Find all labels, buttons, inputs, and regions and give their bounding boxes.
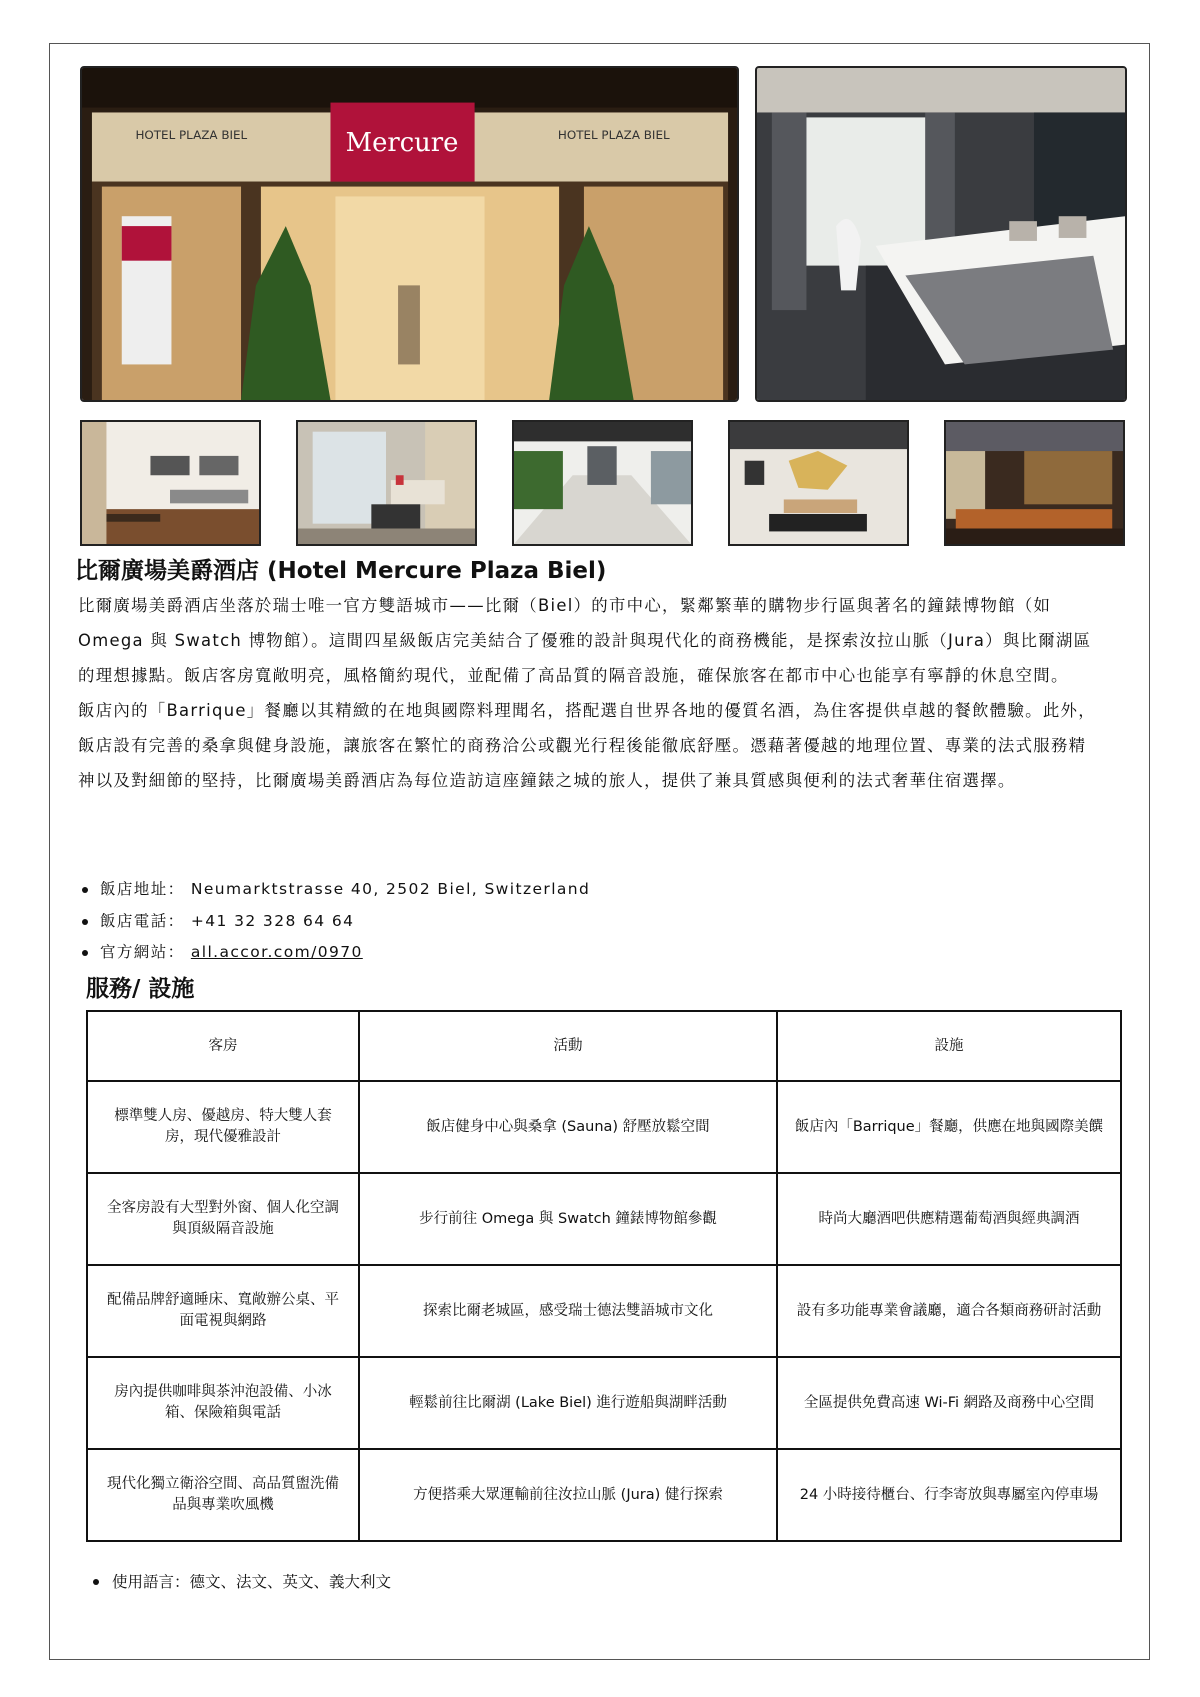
table-cell: 房內提供咖啡與茶沖泡設備、小冰箱、保險箱與電話 xyxy=(87,1357,359,1449)
thumb-meeting-room xyxy=(728,420,909,546)
address-label: 飯店地址： xyxy=(100,880,185,898)
table-cell: 標準雙人房、優越房、特大雙人套房，現代優雅設計 xyxy=(87,1081,359,1173)
facilities-table xyxy=(86,1010,1122,1542)
table-row xyxy=(87,1265,1121,1357)
website-label: 官方網站： xyxy=(100,943,185,961)
table-cell: 探索比爾老城區，感受瑞士德法雙語城市文化 xyxy=(359,1265,777,1357)
header-facilities: 設施 xyxy=(777,1011,1121,1081)
description-paragraph: 飯店內的「Barrique」餐廳以其精緻的在地與國際料理聞名，搭配選自世界各地的優質名酒，為住客提供卓越的餐飲體驗。此外，飯店設有完善的桑拿與健身設施，讓旅客在繁忙的商務洽公或觀光行程後能徹底舒壓。憑藉著優越的地理位置、專業的法式服務精神以及對細節的堅持，比爾廣場美爵酒店為每位造訪這座鐘錶之城的旅人，提供了兼具質感與便利的法式奢華住宿選擇。 xyxy=(78,701,1096,790)
table-cell: 配備品牌舒適睡床、寬敞辦公桌、平面電視與網路 xyxy=(87,1265,359,1357)
table-cell: 設有多功能專業會議廳，適合各類商務研討活動 xyxy=(777,1265,1121,1357)
thumb-lobby xyxy=(512,420,693,546)
table-cell: 輕鬆前往比爾湖 (Lake Biel) 進行遊船與湖畔活動 xyxy=(359,1357,777,1449)
facade-left-text: HOTEL PLAZA BIEL xyxy=(135,128,248,143)
table-cell: 時尚大廳酒吧供應精選葡萄酒與經典調酒 xyxy=(777,1173,1121,1265)
table-header-row xyxy=(87,1011,1121,1081)
table-row xyxy=(87,1081,1121,1173)
thumb-breakfast-room xyxy=(80,420,261,546)
header-rooms: 客房 xyxy=(87,1011,359,1081)
facilities-title: 服務/ 設施 xyxy=(86,976,195,1002)
sign-text: Mercure xyxy=(345,128,459,158)
thumb-lounge xyxy=(296,420,477,546)
table-cell: 方便搭乘大眾運輸前往汝拉山脈 (Jura) 健行探索 xyxy=(359,1449,777,1541)
table-row xyxy=(87,1449,1121,1541)
thumb-bar xyxy=(944,420,1125,546)
table-cell: 現代化獨立衛浴空間、高品質盥洗備品與專業吹風機 xyxy=(87,1449,359,1541)
description-paragraph: 比爾廣場美爵酒店坐落於瑞士唯一官方雙語城市——比爾（Biel）的市中心，緊鄰繁華的購物步行區與著名的鐘錶博物館（如 Omega 與 Swatch 博物館）。這間四星級飯店完美結合了優雅的設計與現代化的商務機能，是探索汝拉山脈（Jura）與比爾湖區的理想據點。飯店客房寬敞明亮，風格簡約現代，並配備了高品質的隔音設施，確保旅客在都市中心也能享有寧靜的休息空間。 xyxy=(78,596,1092,685)
address-value: Neumarktstrasse 40, 2502 Biel, Switzerland xyxy=(190,880,591,898)
hotel-description xyxy=(78,588,1100,798)
table-row xyxy=(87,1173,1121,1265)
contact-list xyxy=(78,874,590,969)
table-cell: 全客房設有大型對外窗、個人化空調與頂級隔音設施 xyxy=(87,1173,359,1265)
guest-room-photo xyxy=(755,66,1127,402)
phone-label: 飯店電話： xyxy=(100,911,185,930)
table-cell: 飯店內「Barrique」餐廳，供應在地與國際美饌 xyxy=(777,1081,1121,1173)
contact-address xyxy=(78,874,590,906)
languages-list xyxy=(88,1568,391,1596)
contact-website xyxy=(78,937,590,969)
phone-value: +41 32 328 64 64 xyxy=(190,911,355,930)
table-cell: 全區提供免費高速 Wi-Fi 網路及商務中心空間 xyxy=(777,1357,1121,1449)
table-cell: 24 小時接待櫃台、行李寄放與專屬室內停車場 xyxy=(777,1449,1121,1541)
table-cell: 飯店健身中心與桑拿 (Sauna) 舒壓放鬆空間 xyxy=(359,1081,777,1173)
contact-phone xyxy=(78,906,590,938)
table-row xyxy=(87,1357,1121,1449)
table-cell: 步行前往 Omega 與 Swatch 鐘錶博物館參觀 xyxy=(359,1173,777,1265)
hotel-title: 比爾廣場美爵酒店 (Hotel Mercure Plaza Biel) xyxy=(75,558,607,584)
website-link[interactable]: all.accor.com/0970 xyxy=(190,943,363,961)
header-activities: 活動 xyxy=(359,1011,777,1081)
hotel-facade-photo xyxy=(80,66,739,402)
facade-right-text: HOTEL PLAZA BIEL xyxy=(557,128,670,143)
languages-item: 使用語言：德文、法文、英文、義大利文 xyxy=(88,1568,391,1596)
